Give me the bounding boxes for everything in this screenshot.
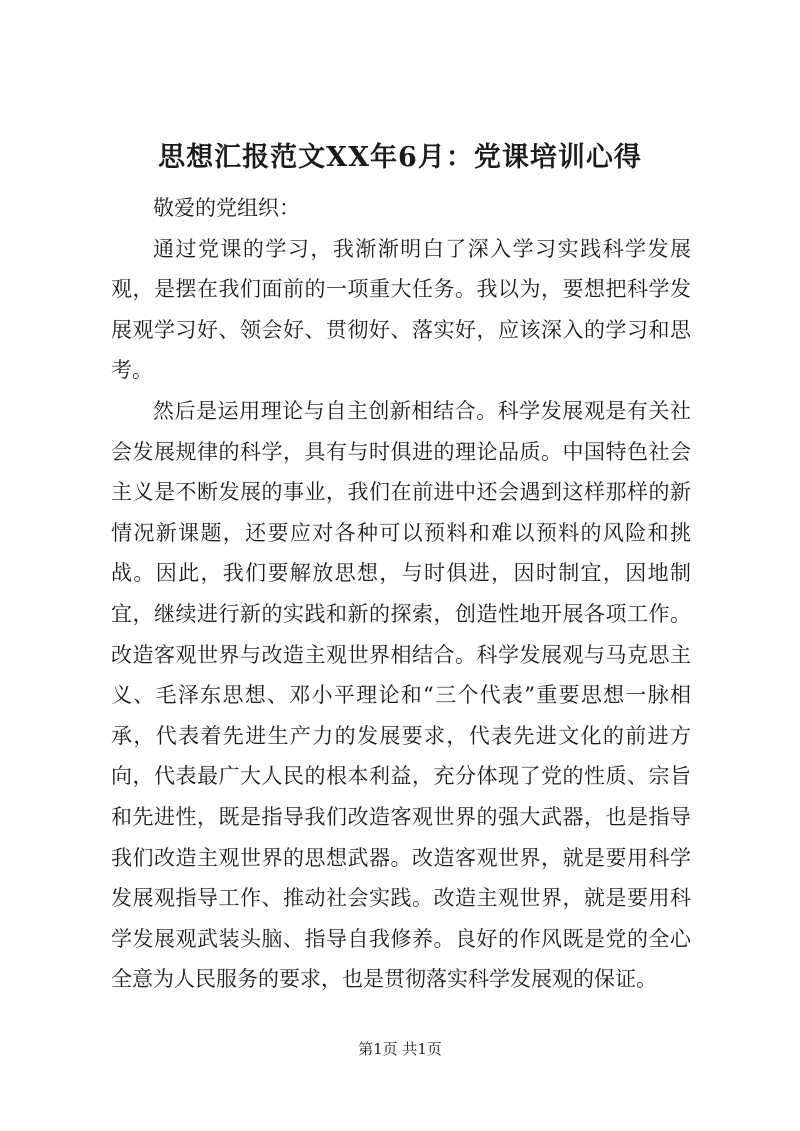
paragraph-1: 通过党课的学习，我渐渐明白了深入学习实践科学发展观，是摆在我们面前的一项重大任务。我以为，要想把科学发展观学习好、领会好、贯彻好、落实好，应该深入的学习和思考。 [111, 236, 691, 383]
paragraph-2: 然后是运用理论与自主创新相结合。科学发展观是有关社会发展规律的科学，具有与时俱进的理论品质。中国特色社会主义是不断发展的事业，我们在前进中还会遇到这样那样的新情况新课题，还要应对各种可以预料和难以预料的风险和挑战。因此，我们要解放思想，与时俱进，因时制宜，因地制宜，继续进行新的实践和新的探索，创造性地开展各项工作。改造客观世界与改造主观世界相结合。科学发展观与马克思主义、毛泽东思想、邓小平理论和“三个代表”重要思想一脉相承，代表着先进生产力的发展要求，代表先进文化的前进方向，代表最广大人民的根本利益，充分体现了党的性质、宗旨和先进性，既是指导我们改造客观世界的强大武器，也是指导我们改造主观世界的思想武器。改造客观世界，就是要用科学发展观指导工作、推动社会实践。改造主观世界，就是要用科学发展观武装头脑、指导自我修养。良好的作风既是党的全心全意为人民服务的要求，也是贯彻落实科学发展观的保证。 [111, 398, 691, 992]
salutation: 敬爱的党组织： [153, 196, 300, 220]
document-body [111, 188, 691, 1000]
document-title: 思想汇报范文XX年6月：党课培训心得 [158, 142, 642, 173]
page-number-footer: 第1页 共1页 [358, 1040, 442, 1058]
